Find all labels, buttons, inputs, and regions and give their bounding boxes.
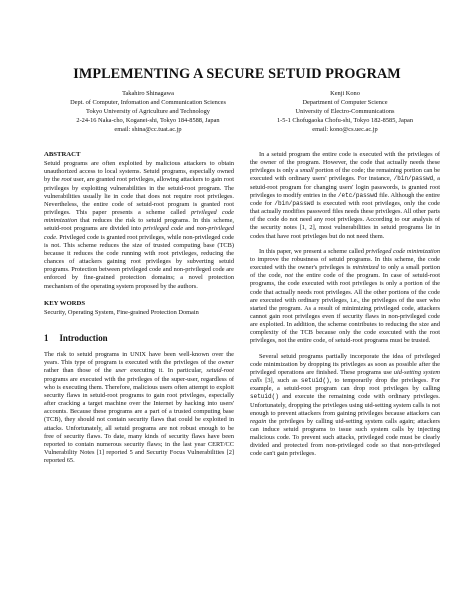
author-affiliation-line: Tokyo University of Agriculture and Technology (86, 107, 210, 115)
author-affiliation-line: 2-24-16 Naka-cho, Koganei-shi, Tokyo 184-8588, Japan (76, 116, 220, 124)
text-run: programs are executed with the privileges of the super-user, regardless of who is executing them. Therefore, malicious users often attempt to exploit security flaws in setuid-root programs to gain root privileges, especially after cracking a target machine over the Internet by hacking into users' accounts. Because these programs are a part of a trusted computing base (TCB), they should not contain security flaws that could be exploited in attacks. Unfortunately, all setuid programs are not robust enough to be free of security flaws. To date, many kinds of security flaws have been reported to contain numerous security flaws; in the last year CERT/CC Vulnerability Notes [1] reported 5 and Security Focus Vulnerabilities [2] reported 65. (44, 375, 234, 465)
text-run: In a setuid program the entire code is executed with the privileges of the owner of the program. However, the code that actually needs these privileges is only a (250, 151, 440, 175)
keywords-heading: KEY WORDS (44, 299, 86, 307)
text-run: , a setuid-root program for changing users' login passwords, is granted root privileges to modify entries in the (250, 175, 440, 199)
emphasis-text: small (299, 167, 314, 175)
section-title: Introduction (59, 332, 108, 343)
text-run: , to temporarily drop the privileges. For example, a setuid-root program can drop root privileges by calling (250, 377, 440, 393)
section-number: 1 (44, 332, 49, 343)
emphasis-text: privileged code (143, 225, 184, 233)
text-run: is executed with root privileges, only the code that actually modifies password files needs these privileges. All other parts of the code do not need any root privileges. According to our analysis of the security notes [1, 2], most vulnerabilities in setuid programs lie in codes that have root privileges but do not need them. (250, 199, 441, 240)
author-affiliation-line: 1-5-1 Chofugaoka Chofu-shi, Tokyo 182-8585, Japan (277, 116, 413, 124)
text-run: . Privileged code is granted root privileges, while non-privileged code is not. This scheme reduces the size of trusted computing base (TCB) because it reduces the code running with root privileges, reducing the chances of attackers gaining root privileges by subverting setuid programs. Protection between privileged code and non-privileged code are enforced by fine-grained protection domains; a novel protection mechanism of the operating system proposed by the authors. (44, 233, 234, 290)
emphasis-text: non-privileged code (44, 225, 234, 241)
right-column (250, 151, 440, 459)
text-run: In this paper, we present a scheme called (259, 247, 366, 255)
text-run: that reduces the risk to setuid programs. In this scheme, setuid-root programs are divided into (44, 217, 234, 233)
author-name: Takahiro Shinagawa (122, 90, 174, 97)
emphasis-text: privileged code minimization (44, 209, 234, 225)
text-run: to only a small portion of the code, (250, 264, 441, 280)
emphasis-text: user (115, 367, 127, 375)
keywords-text: Security, Operating System, Fine-grained Protection Domain (44, 308, 199, 316)
text-run: executing it. In particular, (126, 367, 207, 375)
emphasis-text: uid-setting system calls (250, 368, 440, 385)
emphasis-text: root (61, 176, 72, 184)
author-affiliation-line: Department of Computer Science (302, 98, 388, 106)
text-run: the privileges by calling uid-setting system calls again; attackers can induce setuid programs to issue such system calls by injecting malicious code. To prevent such attacks, privileged code must be clearly divided and protected from non-privileged code so that non-privileged code can't gain privileges. (250, 417, 440, 458)
emphasis-text: not (284, 272, 294, 280)
text-run: to improve the robustness of setuid programs. In this scheme, the code executed with the owner's privileges is (250, 255, 440, 272)
author-block-1 (50, 90, 246, 135)
intro-paragraph (250, 248, 440, 346)
abstract-heading: ABSTRACT (44, 151, 81, 158)
paper-title: IMPLEMENTING A SECURE SETUID PROGRAM (73, 66, 401, 82)
emphasis-text: setuid-root (206, 367, 234, 375)
text-run: Setuid programs are often exploited by malicious attackers to obtain unauthorized access to local systems. Setuid programs, especially owned by the (44, 160, 234, 184)
code-text: setuid() (250, 393, 279, 401)
text-run: rather than those of the (44, 367, 116, 375)
text-run: file. Although the entire code for (250, 191, 440, 207)
text-run: and execute the remaining code with ordinary privileges. Unfortunately, dropping the privileges using uid-setting system calls is not enough to prevent attackers from gaining privileges because attackers can (250, 393, 440, 417)
code-text: setuid() (300, 377, 330, 385)
author-block-2 (250, 90, 440, 135)
abstract-paragraph (44, 160, 234, 291)
text-run: [3], such as (261, 377, 301, 385)
intro-paragraph (250, 151, 440, 241)
code-text: /bin/passwd (393, 175, 434, 183)
intro-paragraph (250, 353, 440, 459)
emphasis-text: privileged code minimization (365, 247, 441, 255)
emphasis-text: owner (218, 359, 234, 367)
code-text: /etc/passwd (337, 191, 378, 199)
left-column (44, 151, 234, 465)
text-run: and (183, 225, 197, 233)
author-affiliation-line: Dept. of Computer, Infomation and Communication Sciences (70, 98, 226, 106)
text-run: the entire code of the program. In case of setuid-root programs, the code executed with root privileges is only a portion of the code that actually needs root privileges. All the other portions of the code are executed with ordinary privileges, i.e., the privileges of the user who started the program. As a result of minimizing privileged code, attackers cannot gain root privileges even if security flaws in non-privileged code are exploited. In addition, the scheme contributes to reducing the size and complexity of the TCB because only the code executed with the root privileges, not the entire code, of setuid-root programs must be trusted. (250, 272, 440, 345)
author-name: Kenji Kono (330, 90, 360, 97)
emphasis-text: minimized (352, 264, 379, 272)
author-email: email: kono@cs.uec.ac.jp (312, 125, 378, 133)
text-run: The risk to setuid programs in UNIX have been well-known over the years. This type of program is executed with the privileges of the (44, 351, 234, 367)
code-text: /bin/passwd (274, 199, 315, 207)
text-run: Several setuid programs partially incorporate the idea of privileged code minimization by dropping its privileges as soon as possible after the privileged operations are finished. These programs use (250, 352, 440, 376)
author-email: email: shina@cc.tuat.ac.jp (114, 125, 182, 133)
section-heading (44, 334, 234, 342)
author-affiliation-line: University of Electro-Communications (295, 107, 395, 115)
intro-paragraph (44, 351, 234, 465)
text-run: user, are granted root privileges, allowing attackers to gain root privileges by exploiting vulnerabilities in the setuid-root program. The vulnerabilities usually lie in code that does not require root privileges. Nevertheless, the entire code of setuid-root program is granted root privileges. This paper presents a scheme called (44, 176, 234, 217)
emphasis-text: regain (250, 417, 267, 425)
text-run: portion of the code; the remaining portion can be executed with ordinary users' privileges. For instance, (250, 167, 440, 183)
